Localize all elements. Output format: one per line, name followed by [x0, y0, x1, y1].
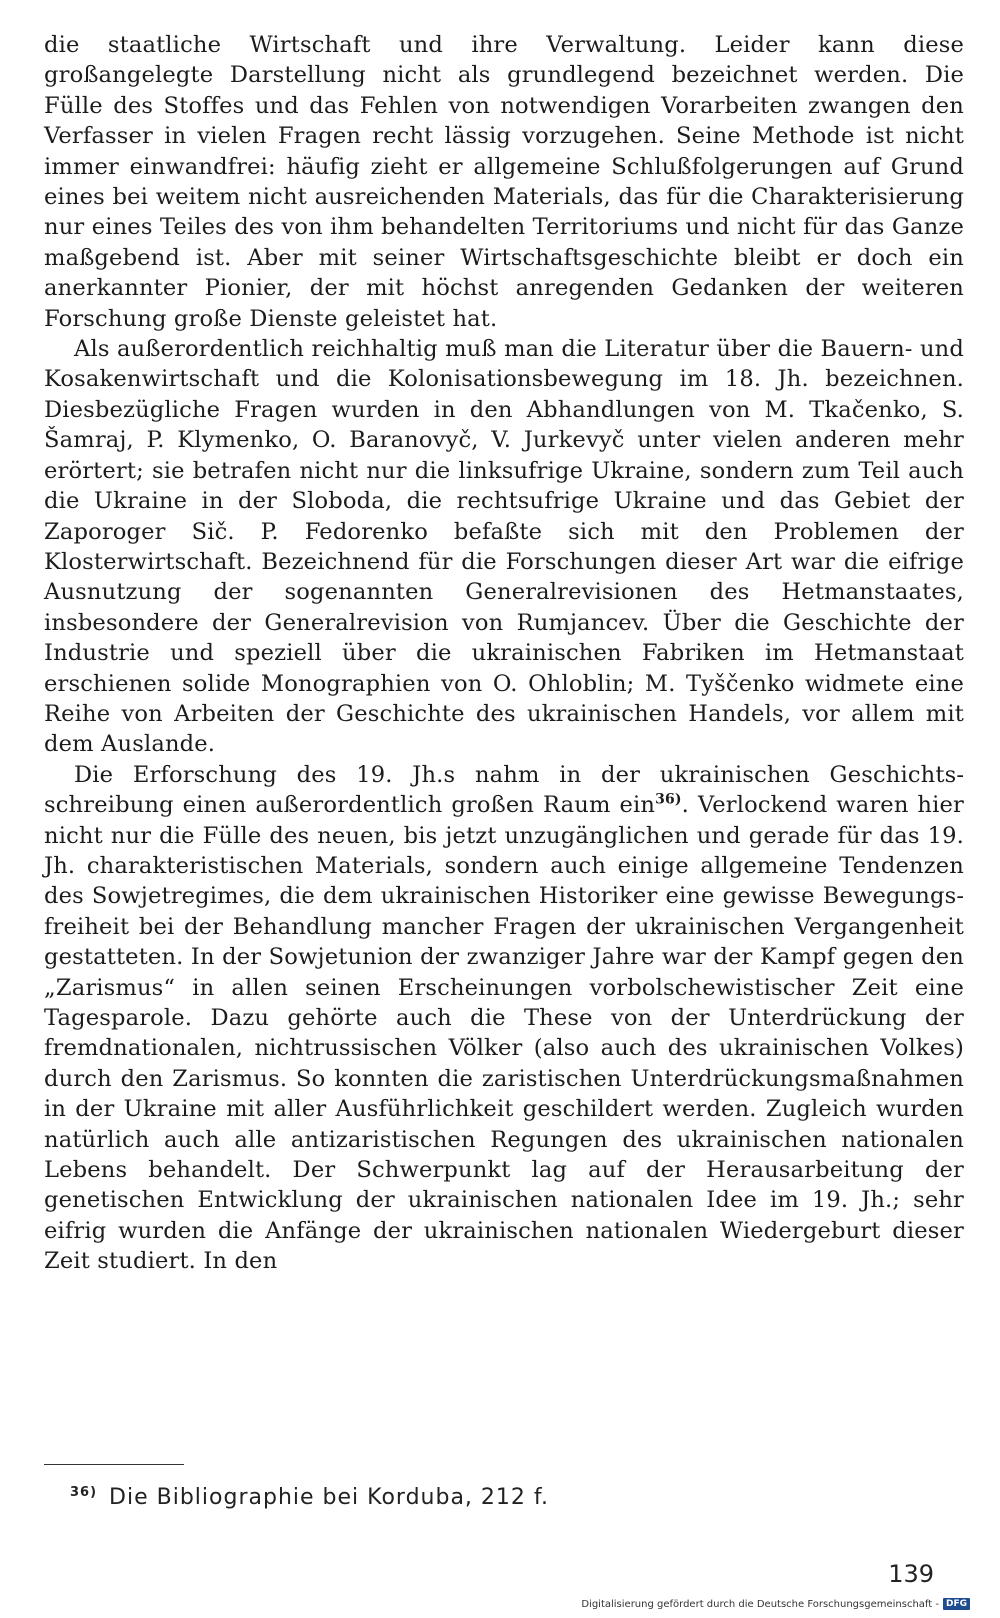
paragraph-2: Als außerordentlich reichhaltig muß man die Literatur über die Bauern- und Kosakenwirtschaft und die Kolonisationsbewegung im 18. Jh. bezeichnen. Diesbezügliche Fragen wurden in den Abhandlungen von M. Tkačenko, S. Šamraj, P. Klymenko, O. Baranovyč, V. Jurkevyč unter vielen anderen mehr erörtert; sie betrafen nicht nur die linksufrige Ukraine, sondern zum Teil auch die Ukraine in der Sloboda, die rechtsufrige Ukraine und das Gebiet der Zaporoger Sič. P. Fedorenko befaßte sich mit den Problemen der Klosterwirtschaft. Bezeichnend für die Forschungen dieser Art war die eifrige Ausnutzung der sogenannten Generalrevisionen des Hetmanstaates, insbesondere der Generalrevision von Rumjancev. Über die Geschichte der Industrie und speziell über die ukrainischen Fabriken im Hetmanstaat erschienen solide Monographien von O. Ohloblin; M. Tyščenko widmete eine Reihe von Arbeiten der Geschichte des ukrainischen Handels, vor allem mit dem Auslande.: [44, 336, 964, 758]
page-number: 139: [888, 1560, 934, 1588]
digitization-credit-text: Digitalisierung gefördert durch die Deutsche Forschungsgemeinschaft -: [581, 1598, 939, 1610]
paragraph-1: die staatliche Wirtschaft und ihre Verwaltung. Leider kann diese großangelegte Darstellung nicht als grundlegend bezeichnet werden. Die Fülle des Stoffes und das Fehlen von notwendigen Vorarbeiten zwangen den Verfasser in vielen Fragen recht lässig vorzugehen. Seine Methode ist nicht immer einwandfrei: häufig zieht er allgemeine Schlußfolgerungen auf Grund eines bei weitem nicht ausreichenden Materials, das für die Charakterisierung nur eines Teiles des von ihm behandelten Territoriums und nicht für das Ganze maßgebend ist. Aber mit seiner Wirtschaftsgeschichte bleibt er doch ein anerkannter Pionier, der mit höchst anregenden Gedanken der weiteren Forschung große Dienste geleistet hat.: [44, 32, 964, 332]
digitization-credit: [581, 1598, 970, 1610]
footnote-divider: [44, 1464, 184, 1465]
paragraph-3: [44, 760, 964, 1277]
dfg-logo-icon: DFG: [943, 1598, 970, 1610]
footnote: [70, 1484, 549, 1512]
paragraph-3-text-after-ref: . Verlockend waren hier nicht nur die Fülle des neuen, bis jetzt unzugänglichen und gerade für das 19. Jh. charakteristischen Materials, sondern auch einige allgemeine Tendenzen des Sowjetregimes, die dem ukrainischen Historiker eine gewisse Bewegungsfreiheit bei der Behandlung mancher Fragen der ukrainischen Vergangenheit gestatteten. In der Sowjetunion der zwanziger Jahre war der Kampf gegen den „Zarismus“ in allen seinen Erscheinungen vorbolschewistischer Zeit eine Tagesparole. Dazu gehörte auch die These von der Unterdrückung der fremdnationalen, nichtrussischen Völker (also auch des ukrainischen Volkes) durch den Zarismus. So konnten die zaristischen Unterdrückungsmaßnahmen in der Ukraine mit aller Ausführlichkeit geschildert werden. Zugleich wurden natürlich auch alle antizaristischen Regungen des ukrainischen nationalen Lebens behandelt. Der Schwerpunkt lag auf der Herausarbeitung der genetischen Entwicklung der ukrainischen nationalen Idee im 19. Jh.; sehr eifrig wurden die Anfänge der ukrainischen nationalen Wiedergeburt dieser Zeit studiert. In den: [44, 792, 964, 1275]
footnote-text: Die Bibliographie bei Korduba, 212 f.: [109, 1485, 550, 1510]
footnote-reference: 36): [655, 791, 682, 808]
page-body: [44, 30, 964, 1277]
paragraph-3-text-before-ref: Die Erforschung des 19. Jh.s nahm in der ukrainischen Geschichtsschreibung einen außerordentlich großen Raum ein: [44, 761, 964, 819]
footnote-mark: 36): [70, 1484, 98, 1500]
